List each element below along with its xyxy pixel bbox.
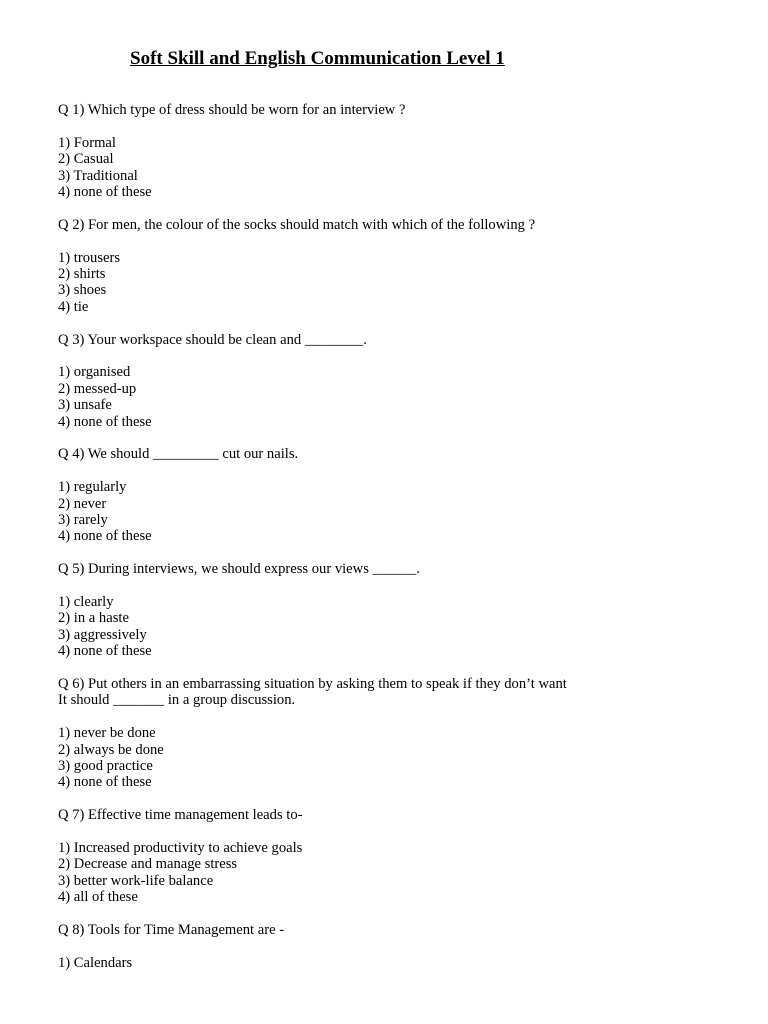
option-item: 3) rarely (58, 512, 108, 529)
option-item: 3) Traditional (58, 167, 138, 184)
question-text: Q 5) During interviews, we should express our views ______. (58, 561, 420, 578)
question-text: Q 7) Effective time management leads to- (58, 807, 303, 824)
question-text: Q 2) For men, the colour of the socks should match with which of the following ? (58, 216, 536, 233)
option-item: 4) none of these (58, 643, 152, 660)
options-list (58, 594, 738, 660)
option-item: 2) never (58, 495, 107, 512)
question-4 (58, 446, 738, 462)
question-text: Q 8) Tools for Time Management are - (58, 922, 285, 939)
option-item: 4) none of these (58, 774, 152, 791)
options-list (58, 364, 738, 430)
option-item: 3) better work-life balance (58, 872, 214, 889)
options-list (58, 479, 738, 545)
option-item: 4) tie (58, 298, 89, 315)
document-title: Soft Skill and English Communication Level 1 (130, 48, 505, 69)
option-item: 3) good practice (58, 758, 153, 775)
option-item: 4) all of these (58, 889, 138, 906)
option-item: 1) trousers (58, 249, 121, 266)
option-item: 3) shoes (58, 282, 107, 299)
question-6 (58, 676, 738, 709)
option-item: 1) never be done (58, 725, 156, 742)
option-item: 4) none of these (58, 528, 152, 545)
option-item: 1) regularly (58, 479, 127, 496)
option-item: 2) in a haste (58, 610, 129, 627)
options-list (58, 250, 738, 316)
option-item: 2) always be done (58, 741, 164, 758)
questions-list (58, 102, 738, 988)
options-list (58, 135, 738, 201)
question-text: Q 1) Which type of dress should be worn for an interview ? (58, 102, 406, 118)
option-item: 1) Formal (58, 134, 116, 151)
options-list (58, 840, 738, 906)
question-8 (58, 922, 738, 938)
question-2 (58, 217, 738, 233)
option-item: 3) unsafe (58, 397, 112, 414)
option-item: 2) Casual (58, 151, 114, 168)
question-text: It should _______ in a group discussion. (58, 692, 296, 709)
option-item: 2) Decrease and manage stress (58, 856, 238, 873)
question-1 (58, 102, 738, 118)
option-item: 1) clearly (58, 594, 114, 611)
option-item: 2) shirts (58, 266, 106, 283)
question-text: Q 6) Put others in an embarrassing situation by asking them to speak if they don’t want (58, 676, 567, 693)
options-list (58, 725, 738, 791)
question-7 (58, 807, 738, 823)
question-5 (58, 561, 738, 577)
option-item: 1) organised (58, 364, 131, 381)
option-item: 4) none of these (58, 413, 152, 430)
option-item: 1) Calendars (58, 954, 133, 971)
question-text: Q 3) Your workspace should be clean and ________. (58, 331, 367, 348)
option-item: 4) none of these (58, 184, 152, 201)
option-item: 3) aggressively (58, 626, 147, 643)
option-item: 1) Increased productivity to achieve goals (58, 840, 303, 857)
question-text: Q 4) We should _________ cut our nails. (58, 446, 299, 463)
option-item: 2) messed-up (58, 380, 137, 397)
question-3 (58, 332, 738, 348)
options-list (58, 955, 738, 971)
